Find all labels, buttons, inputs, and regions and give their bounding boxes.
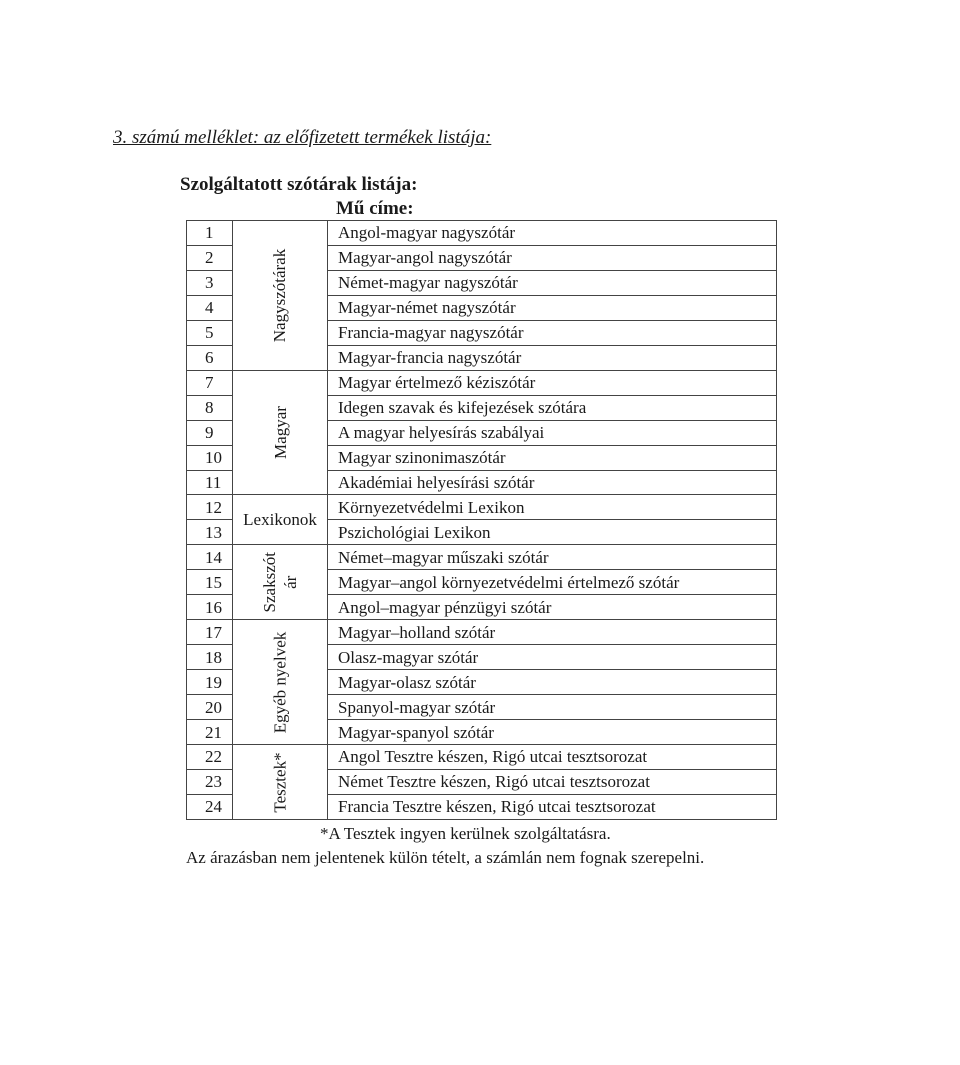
dictionary-title: Francia Tesztre készen, Rigó utcai tesztsorozat [328, 794, 777, 819]
category-magyar [233, 370, 328, 495]
dictionary-title: Magyar-olasz szótár [328, 670, 777, 695]
dictionary-title: Magyar szinonimaszótár [328, 445, 777, 470]
row-number: 18 [187, 645, 233, 670]
row-number: 5 [187, 320, 233, 345]
row-number: 4 [187, 295, 233, 320]
category-label-line2: ár [281, 575, 300, 589]
row-number: 10 [187, 445, 233, 470]
table-row [187, 221, 777, 246]
table-row [187, 545, 777, 570]
row-number: 16 [187, 595, 233, 620]
dictionary-title: Magyar–angol környezetvédelmi értelmező szótár [328, 570, 777, 595]
dictionary-title: Francia-magyar nagyszótár [328, 320, 777, 345]
row-number: 7 [187, 370, 233, 395]
dictionary-title: Német Tesztre készen, Rigó utcai tesztsorozat [328, 769, 777, 794]
row-number: 13 [187, 520, 233, 545]
row-number: 17 [187, 620, 233, 645]
row-number: 15 [187, 570, 233, 595]
row-number: 23 [187, 769, 233, 794]
dictionary-title: Magyar-francia nagyszótár [328, 345, 777, 370]
table-row [187, 620, 777, 645]
row-number: 24 [187, 794, 233, 819]
dictionary-title: Német-magyar nagyszótár [328, 270, 777, 295]
dictionary-title: A magyar helyesírás szabályai [328, 420, 777, 445]
table-row [187, 495, 777, 520]
row-number: 20 [187, 695, 233, 720]
category-tesztek [233, 745, 328, 820]
category-label [259, 552, 302, 612]
dictionary-title: Német–magyar műszaki szótár [328, 545, 777, 570]
category-label: Magyar [270, 406, 290, 460]
dictionary-title: Idegen szavak és kifejezések szótára [328, 395, 777, 420]
footnote: *A Tesztek ingyen kerülnek szolgáltatásra. [320, 824, 611, 843]
dictionary-title: Magyar-angol nagyszótár [328, 245, 777, 270]
table-row [187, 370, 777, 395]
title-column-header: Mű címe: [336, 198, 414, 219]
row-number: 2 [187, 245, 233, 270]
category-lexikonok: Lexikonok [233, 495, 328, 545]
pricing-note: Az árazásban nem jelentenek külön tételt, a számlán nem fognak szerepelni. [186, 848, 705, 867]
dictionary-title: Angol Tesztre készen, Rigó utcai tesztsorozat [328, 745, 777, 770]
table-row [187, 745, 777, 770]
dictionary-title: Angol–magyar pénzügyi szótár [328, 595, 777, 620]
dictionary-title: Magyar–holland szótár [328, 620, 777, 645]
dictionary-title: Pszichológiai Lexikon [328, 520, 777, 545]
category-egyeb-nyelvek [233, 620, 328, 745]
annex-heading: 3. számú melléklet: az előfizetett termékek listája: [113, 127, 492, 148]
category-szakszotar [233, 545, 328, 620]
list-subtitle: Szolgáltatott szótárak listája: [180, 174, 418, 195]
category-label: Tesztek* [270, 751, 290, 813]
row-number: 3 [187, 270, 233, 295]
dictionary-title: Környezetvédelmi Lexikon [328, 495, 777, 520]
row-number: 19 [187, 670, 233, 695]
row-number: 6 [187, 345, 233, 370]
dictionary-title: Magyar-német nagyszótár [328, 295, 777, 320]
dictionary-title: Angol-magyar nagyszótár [328, 221, 777, 246]
row-number: 9 [187, 420, 233, 445]
row-number: 22 [187, 745, 233, 770]
dictionary-title: Akadémiai helyesírási szótár [328, 470, 777, 495]
row-number: 8 [187, 395, 233, 420]
row-number: 11 [187, 470, 233, 495]
row-number: 12 [187, 495, 233, 520]
category-label-line1: Szakszót [259, 552, 279, 613]
dictionary-title: Olasz-magyar szótár [328, 645, 777, 670]
row-number: 21 [187, 720, 233, 745]
category-nagyszotarak [233, 221, 328, 371]
category-label: Nagyszótárak [270, 248, 290, 343]
row-number: 1 [187, 221, 233, 246]
row-number: 14 [187, 545, 233, 570]
dictionary-title: Spanyol-magyar szótár [328, 695, 777, 720]
dictionary-title: Magyar értelmező kéziszótár [328, 370, 777, 395]
dictionary-table [186, 220, 777, 820]
dictionary-title: Magyar-spanyol szótár [328, 720, 777, 745]
category-label: Egyéb nyelvek [270, 631, 290, 733]
